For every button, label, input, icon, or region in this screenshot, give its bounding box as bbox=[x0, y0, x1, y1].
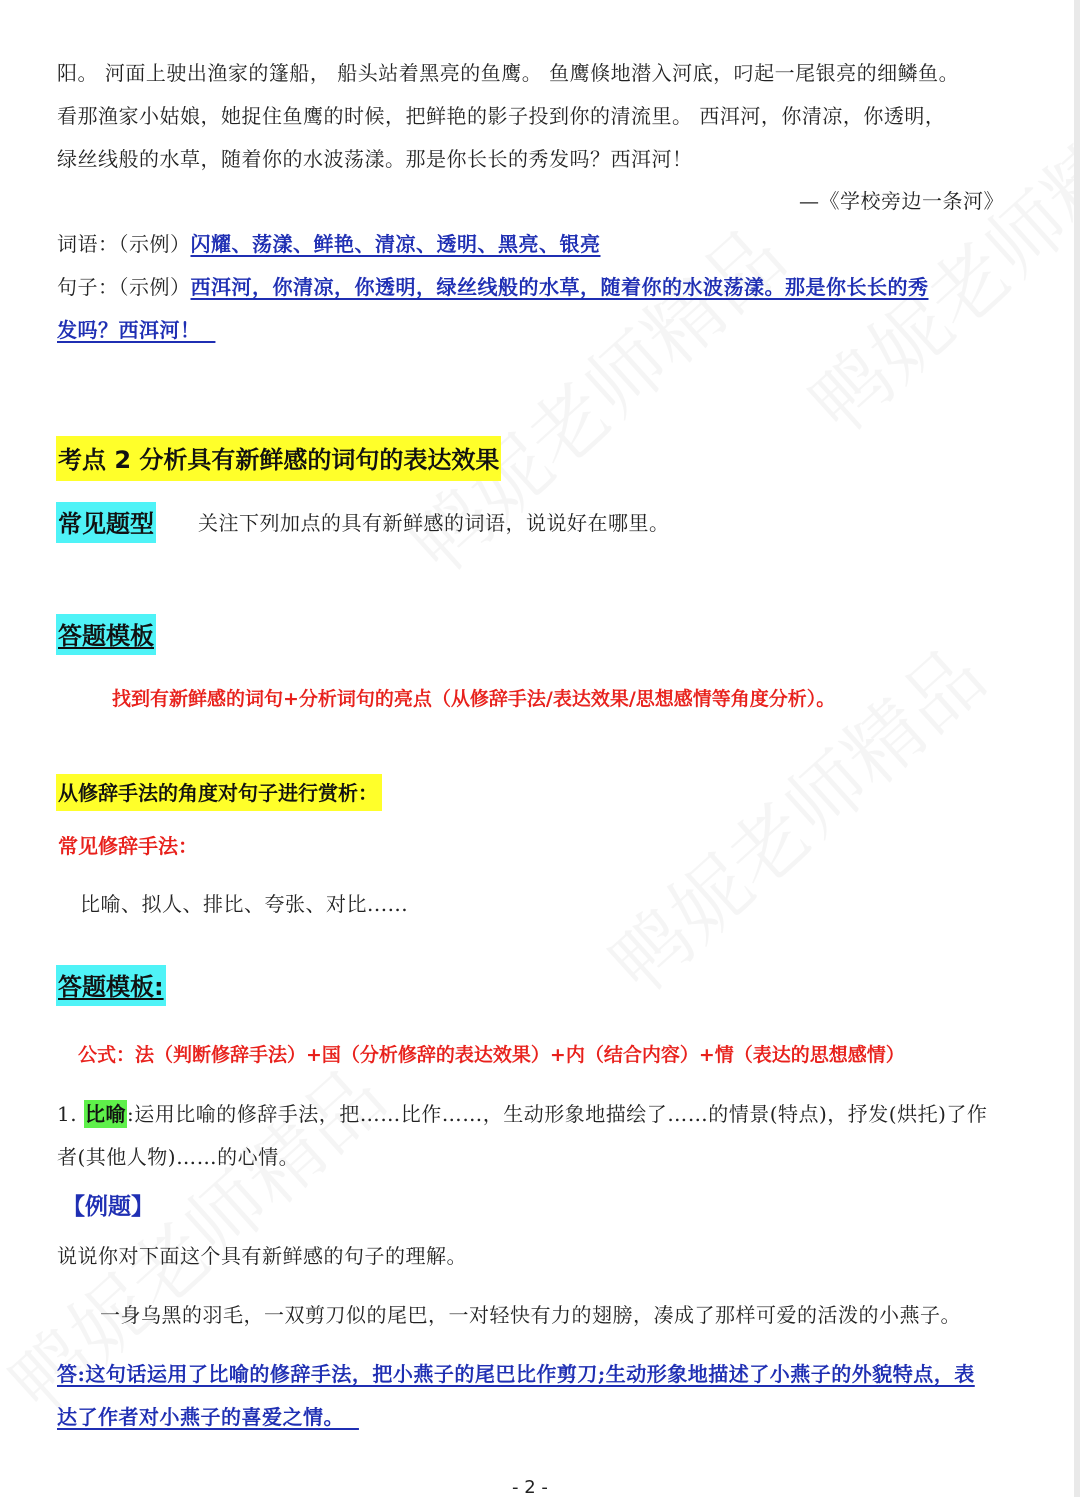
page-edge bbox=[1074, 0, 1080, 1497]
template-tag: 答题模板 bbox=[56, 614, 156, 655]
poem-source: —《学校旁边一条河》 bbox=[799, 189, 1004, 213]
example-quote: 一身乌黑的羽毛，一双剪刀似的尾巴，一对轻快有力的翅膀，凑成了那样可爱的活泼的小燕子。 bbox=[100, 1303, 961, 1327]
example-question: 说说你对下面这个具有新鲜感的句子的理解。 bbox=[57, 1244, 467, 1268]
poem-line: 看那渔家小姑娘，她捉住鱼鹰的时候，把鲜艳的影子投到你的清流里。 西洱河，你清凉，你透明， bbox=[57, 104, 946, 128]
item-1 bbox=[57, 1098, 987, 1127]
sentence-answer-cont: 发吗？西洱河！ bbox=[57, 318, 201, 342]
example-answer bbox=[57, 1358, 975, 1387]
sentence-row bbox=[57, 271, 929, 300]
words-label: 词语：（示例） bbox=[57, 232, 191, 256]
sentence-answer: 西洱河，你清凉，你透明，绿丝线般的水草，随着你的水波荡漾。那是你长长的秀 bbox=[190, 275, 929, 299]
item-1-cont: 者(其他人物)……的心情。 bbox=[57, 1145, 300, 1169]
example-answer-cont bbox=[57, 1401, 359, 1430]
example-answer-line: 答:这句话运用了比喻的修辞手法，把小燕子的尾巴比作剪刀;生动形象地描述了小燕子的外貌特点，表 bbox=[57, 1362, 975, 1386]
sentence-label: 句子：（示例） bbox=[57, 275, 191, 299]
example-heading: 【例题】 bbox=[62, 1194, 154, 1220]
item-tag: 比喻 bbox=[84, 1102, 126, 1126]
words-answer: 闪耀、荡漾、鲜艳、清凉、透明、黑亮、银亮 bbox=[190, 232, 601, 256]
poem-line: 阳。 河面上驶出渔家的篷船， 船头站着黑亮的鱼鹰。 鱼鹰倏地潜入河底，叼起一尾银亮的细鳞鱼。 bbox=[57, 61, 960, 85]
common-type-text: 关注下列加点的具有新鲜感的词语，说说好在哪里。 bbox=[198, 511, 670, 535]
section-title: 考点 2 分析具有新鲜感的词句的表达效果 bbox=[56, 436, 501, 481]
example-answer-line: 达了作者对小燕子的喜爱之情。 bbox=[57, 1405, 344, 1429]
rhetoric-list: 比喻、拟人、排比、夸张、对比...... bbox=[80, 892, 409, 916]
common-rhetoric-label: 常见修辞手法： bbox=[58, 834, 198, 858]
poem-line: 绿丝线般的水草，随着你的水波荡漾。那是你长长的秀发吗？西洱河！ bbox=[57, 147, 693, 171]
template-tag-2: 答题模板: bbox=[56, 965, 166, 1006]
page-number: - 2 - bbox=[512, 1477, 548, 1498]
item-text: :运用比喻的修辞手法，把……比作……，生动形象地描绘了……的情景(特点)，抒发(烘托)了作 bbox=[126, 1102, 988, 1126]
words-row bbox=[57, 228, 601, 257]
rhetoric-heading: 从修辞手法的角度对句子进行赏析： bbox=[56, 774, 382, 811]
item-number: 1. bbox=[57, 1102, 78, 1126]
watermark bbox=[583, 618, 1006, 1014]
formula: 公式：法（判断修辞手法）+国（分析修辞的表达效果）+内（结合内容）+情（表达的思想感情） bbox=[78, 1044, 905, 1066]
template-text: 找到有新鲜感的词句+分析词句的亮点（从修辞手法/表达效果/思想感情等角度分析）。 bbox=[112, 688, 836, 710]
common-type-tag: 常见题型 bbox=[56, 502, 156, 543]
sentence-row-cont bbox=[57, 314, 215, 343]
